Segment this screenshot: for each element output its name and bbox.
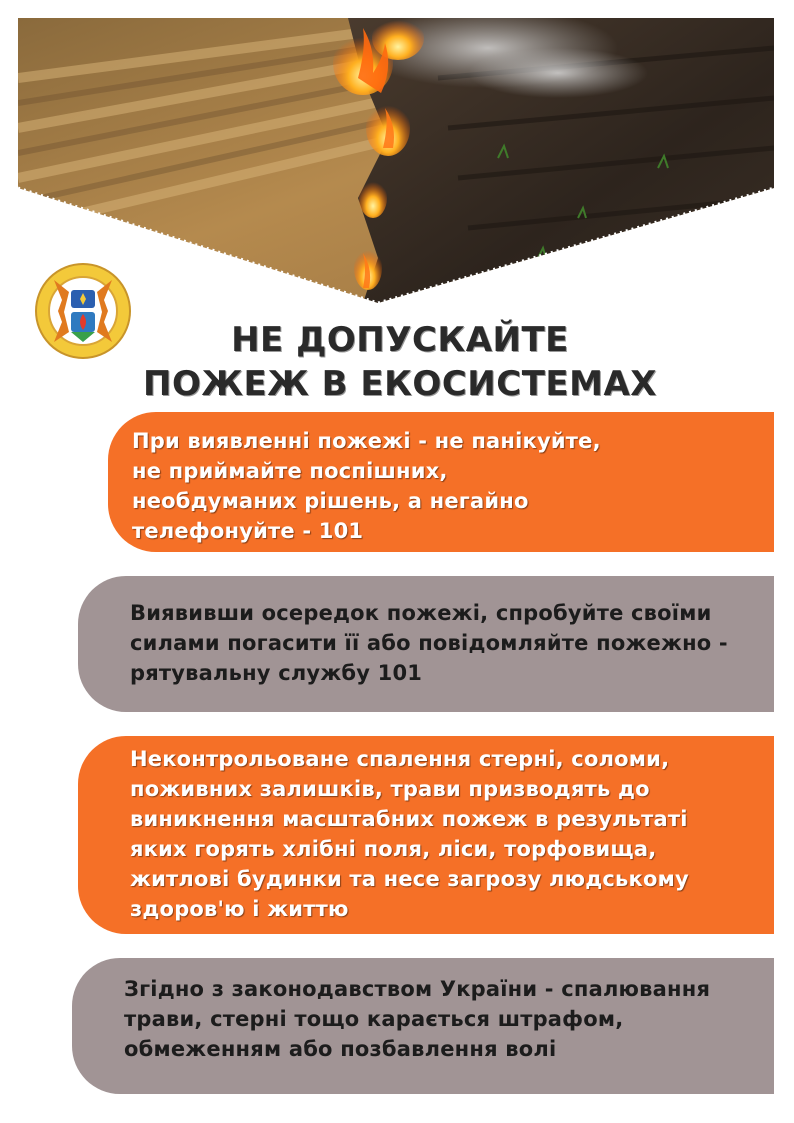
title-line-2: ПОЖЕЖ В ЕКОСИСТЕМАХ	[143, 364, 657, 404]
title-line-1: НЕ ДОПУСКАЙТЕ	[231, 320, 569, 360]
info-card-consequences	[78, 736, 774, 934]
info-card-text: При виявленні пожежі - не панікуйте, не приймайте поспішних, необдуманих рішень, а негайно телефонуйте - 101	[132, 429, 601, 543]
emblem-icon	[34, 262, 132, 360]
info-card-text: Виявивши осередок пожежі, спробуйте своїми силами погасити її або повідомляйте пожежно - рятувальну службу 101	[130, 601, 728, 685]
info-card-text: Неконтрольоване спалення стерні, соломи, поживних залишків, трави призводять до виникнення масштабних пожеж в результаті яких горять хлібні поля, ліси, торфовища, житлові будинки та несе загрозу людському здоров'ю і життю	[130, 747, 689, 921]
page-title	[120, 318, 680, 406]
emblem-logo	[34, 262, 132, 360]
burning-field-photo	[18, 18, 774, 303]
info-card-text: Згідно з законодавством України - спалювання трави, стерні тощо карається штрафом, обмеженням або позбавлення волі	[124, 977, 711, 1061]
info-card-extinguish	[78, 576, 774, 712]
info-card-legislation	[72, 958, 774, 1094]
info-card-call-101	[108, 412, 774, 552]
